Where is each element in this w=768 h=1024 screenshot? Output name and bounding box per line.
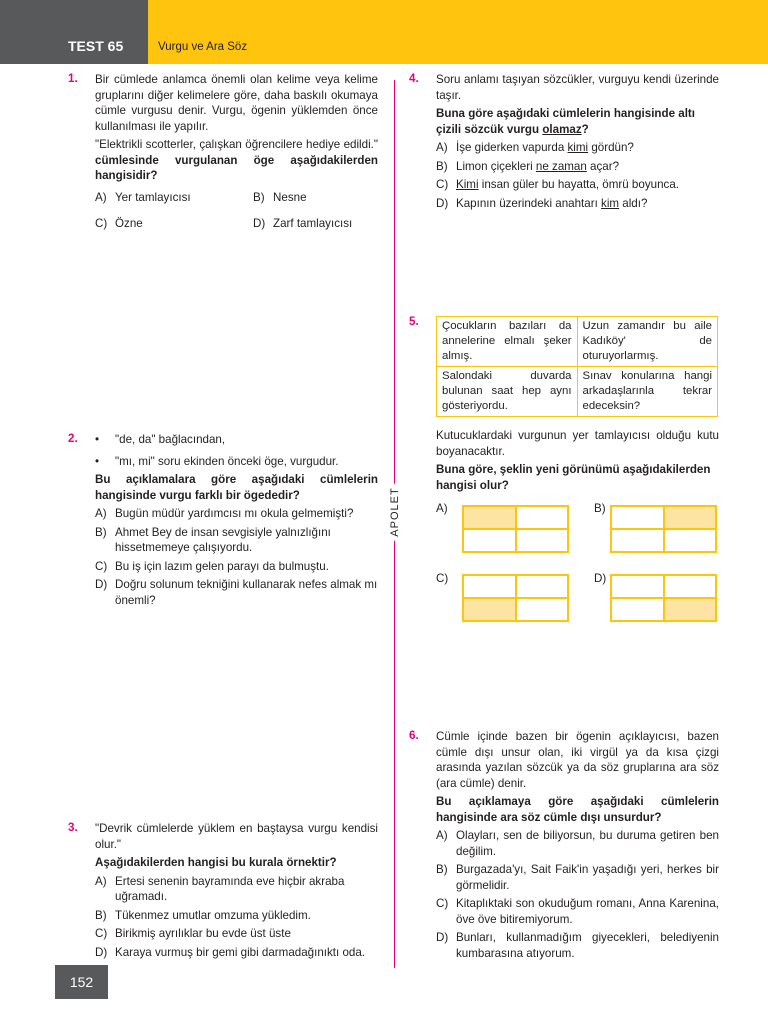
grid-cell-top-left: Çocukların bazıları da annelerine elmalı şeker almış. xyxy=(437,317,578,367)
mini-cell xyxy=(664,575,717,598)
question-4 xyxy=(436,72,719,214)
question-1-stem xyxy=(95,137,378,184)
q5-option-c[interactable] xyxy=(462,574,569,622)
grid-cell-bottom-left: Salondaki duvarda bulunan saat hep aynı gösteriyordu. xyxy=(437,367,578,417)
q3-option-d[interactable]: D) Karaya vurmuş bir gemi gibi darmadağınıktı oda. xyxy=(95,945,366,959)
q4-option-d[interactable]: D) Kapının üzerindeki anahtarı kim aldı? xyxy=(436,196,648,210)
mini-cell xyxy=(611,506,664,529)
q1-option-c[interactable]: C) Özne xyxy=(95,217,143,230)
mini-cell xyxy=(516,598,569,621)
mini-cell xyxy=(516,506,569,529)
mini-cell xyxy=(463,529,516,552)
q2-option-b[interactable]: B) Ahmet Bey de insan sevgisiyle yalnızlığını hissetmemeye çalışıyordu. xyxy=(95,525,331,554)
question-5-question: Buna göre, şeklin yeni görünümü aşağıdakilerden hangisi olur? xyxy=(436,463,711,492)
mini-cell xyxy=(516,575,569,598)
question-6 xyxy=(436,729,719,964)
q4-option-c[interactable]: C) Kimi insan güler bu hayatta, ömrü boyunca. xyxy=(436,178,679,191)
q3-option-c[interactable]: C) Birikmiş ayrılıklar bu evde üst üste xyxy=(95,927,291,940)
q2-option-c[interactable]: C) Bu iş için lazım gelen parayı da bulmuştu. xyxy=(95,559,329,573)
q1-option-b[interactable]: B) Nesne xyxy=(253,190,307,204)
question-2 xyxy=(95,432,378,611)
q6-option-c[interactable]: C) Kitaplıktaki son okuduğum romanı, Anna Karenina, öve öve bitiremiyorum. xyxy=(436,897,719,926)
q5-option-c-label: C) xyxy=(436,572,449,585)
question-1 xyxy=(95,72,378,235)
question-3-question: Aşağıdakilerden hangisi bu kurala örnektir? xyxy=(95,856,337,869)
mini-cell xyxy=(463,598,516,621)
q2-bullet-1: • "de, da" bağlacından, xyxy=(95,433,226,446)
grid-cell-bottom-right: Sınav konularına hangi arkadaşlarınla tekrar edeceksin? xyxy=(577,367,718,417)
q2-option-a[interactable]: A) Bugün müdür yardımcısı mı okula gelmemişti? xyxy=(95,507,354,520)
question-5-number: 5. xyxy=(409,315,419,328)
question-1-intro: Bir cümlede anlamca önemli olan kelime veya kelime gruplarını diğer kelimelere göre, daha baskılı okumaya cümle vurgusu denir. Vurgu, ögenin yüklemden önce kullanılması ile yapılır. xyxy=(95,73,378,133)
question-6-intro: Cümle içinde bazen bir ögenin açıklayıcısı, bazen cümle dışı unsur olan, iki virgül ya da kısa çizgi arasında yazılan sözcük ya da söz gruplarına ara söz (ara cümle) denir. xyxy=(436,730,719,790)
test-label: TEST 65 xyxy=(68,38,124,54)
q1-option-a[interactable]: A) Yer tamlayıcısı xyxy=(95,190,191,204)
header-test-block xyxy=(0,0,148,64)
test-subtitle: Vurgu ve Ara Söz xyxy=(158,41,248,53)
q3-option-a[interactable]: A) Ertesi senenin bayramında eve hiçbir akraba uğramadı. xyxy=(95,874,345,903)
question-2-number: 2. xyxy=(68,432,78,445)
q6-option-a[interactable]: A) Olayları, sen de biliyorsun, bu duruma getiren ben değilim. xyxy=(436,829,719,858)
question-6-question: Bu açıklamaya göre aşağıdaki cümlelerin hangisinde ara söz cümle dışı unsurdur? xyxy=(436,795,719,824)
mini-cell xyxy=(611,598,664,621)
mini-cell xyxy=(611,529,664,552)
q5-option-d[interactable] xyxy=(610,574,717,622)
question-3 xyxy=(95,821,378,963)
q6-option-b[interactable]: B) Burgazada'yı, Sait Faik'in yaşadığı yeri, herkes bir görmelidir. xyxy=(436,863,719,892)
question-1-quote: "Elektrikli scotterler, çalışkan öğrencilere hediye edildi." xyxy=(95,138,378,151)
q5-option-b[interactable] xyxy=(610,505,717,553)
mini-cell xyxy=(463,575,516,598)
mini-cell xyxy=(516,529,569,552)
q5-option-b-label: B) xyxy=(594,502,606,515)
question-3-intro: "Devrik cümlelerde yüklem en baştaysa vurgu kendisi olur." xyxy=(95,822,378,851)
question-1-options xyxy=(95,190,378,235)
q5-option-a[interactable] xyxy=(462,505,569,553)
mini-cell xyxy=(664,506,717,529)
question-3-number: 3. xyxy=(68,821,78,834)
question-4-intro: Soru anlamı taşıyan sözcükler, vurguyu kendi üzerinde taşır. xyxy=(436,73,719,102)
q5-option-d-label: D) xyxy=(594,572,607,585)
q4-option-a[interactable]: A) İşe giderken vapurda kimi gördün? xyxy=(436,141,634,154)
mini-cell xyxy=(664,598,717,621)
question-5-text xyxy=(436,428,719,496)
q6-option-d[interactable]: D) Bunları, kullanmadığım giyecekleri, belediyenin kumbarasına atıyorum. xyxy=(436,931,719,960)
q2-bullet-2: • "mı, mi" soru ekinden önceki öge, vurgudur. xyxy=(95,454,339,468)
publisher-watermark: APOLET xyxy=(389,483,401,540)
question-1-number: 1. xyxy=(68,72,78,85)
mini-cell xyxy=(463,506,516,529)
question-5-intro: Kutucuklardaki vurgunun yer tamlayıcısı olduğu kutu boyanacaktır. xyxy=(436,429,719,458)
q3-option-b[interactable]: B) Tükenmez umutlar omzuma yükledim. xyxy=(95,908,311,922)
question-4-question: Buna göre aşağıdaki cümlelerin hangisinde altı çizili sözcük vurgu olamaz? xyxy=(436,107,695,136)
q5-option-a-label: A) xyxy=(436,502,448,515)
question-4-number: 4. xyxy=(409,72,419,85)
q1-option-d[interactable]: D) Zarf tamlayıcısı xyxy=(253,217,353,230)
question-6-number: 6. xyxy=(409,729,419,742)
question-2-question: Bu açıklamalara göre aşağıdaki cümlelerin hangisinde vurgu farklı bir ögededir? xyxy=(95,473,378,502)
page-number: 152 xyxy=(55,965,108,999)
grid-cell-top-right: Uzun zamandır bu aile Kadıköy' de oturuyorlarmış. xyxy=(577,317,718,367)
question-5-sentence-grid xyxy=(436,316,718,417)
q4-option-b[interactable]: B) Limon çiçekleri ne zaman açar? xyxy=(436,159,620,173)
question-1-question: cümlesinde vurgulanan öge aşağıdakilerden hangisidir? xyxy=(95,153,378,182)
q2-option-d[interactable]: D) Doğru solunum tekniğini kullanarak nefes almak mı önemli? xyxy=(95,578,378,607)
mini-cell xyxy=(664,529,717,552)
mini-cell xyxy=(611,575,664,598)
